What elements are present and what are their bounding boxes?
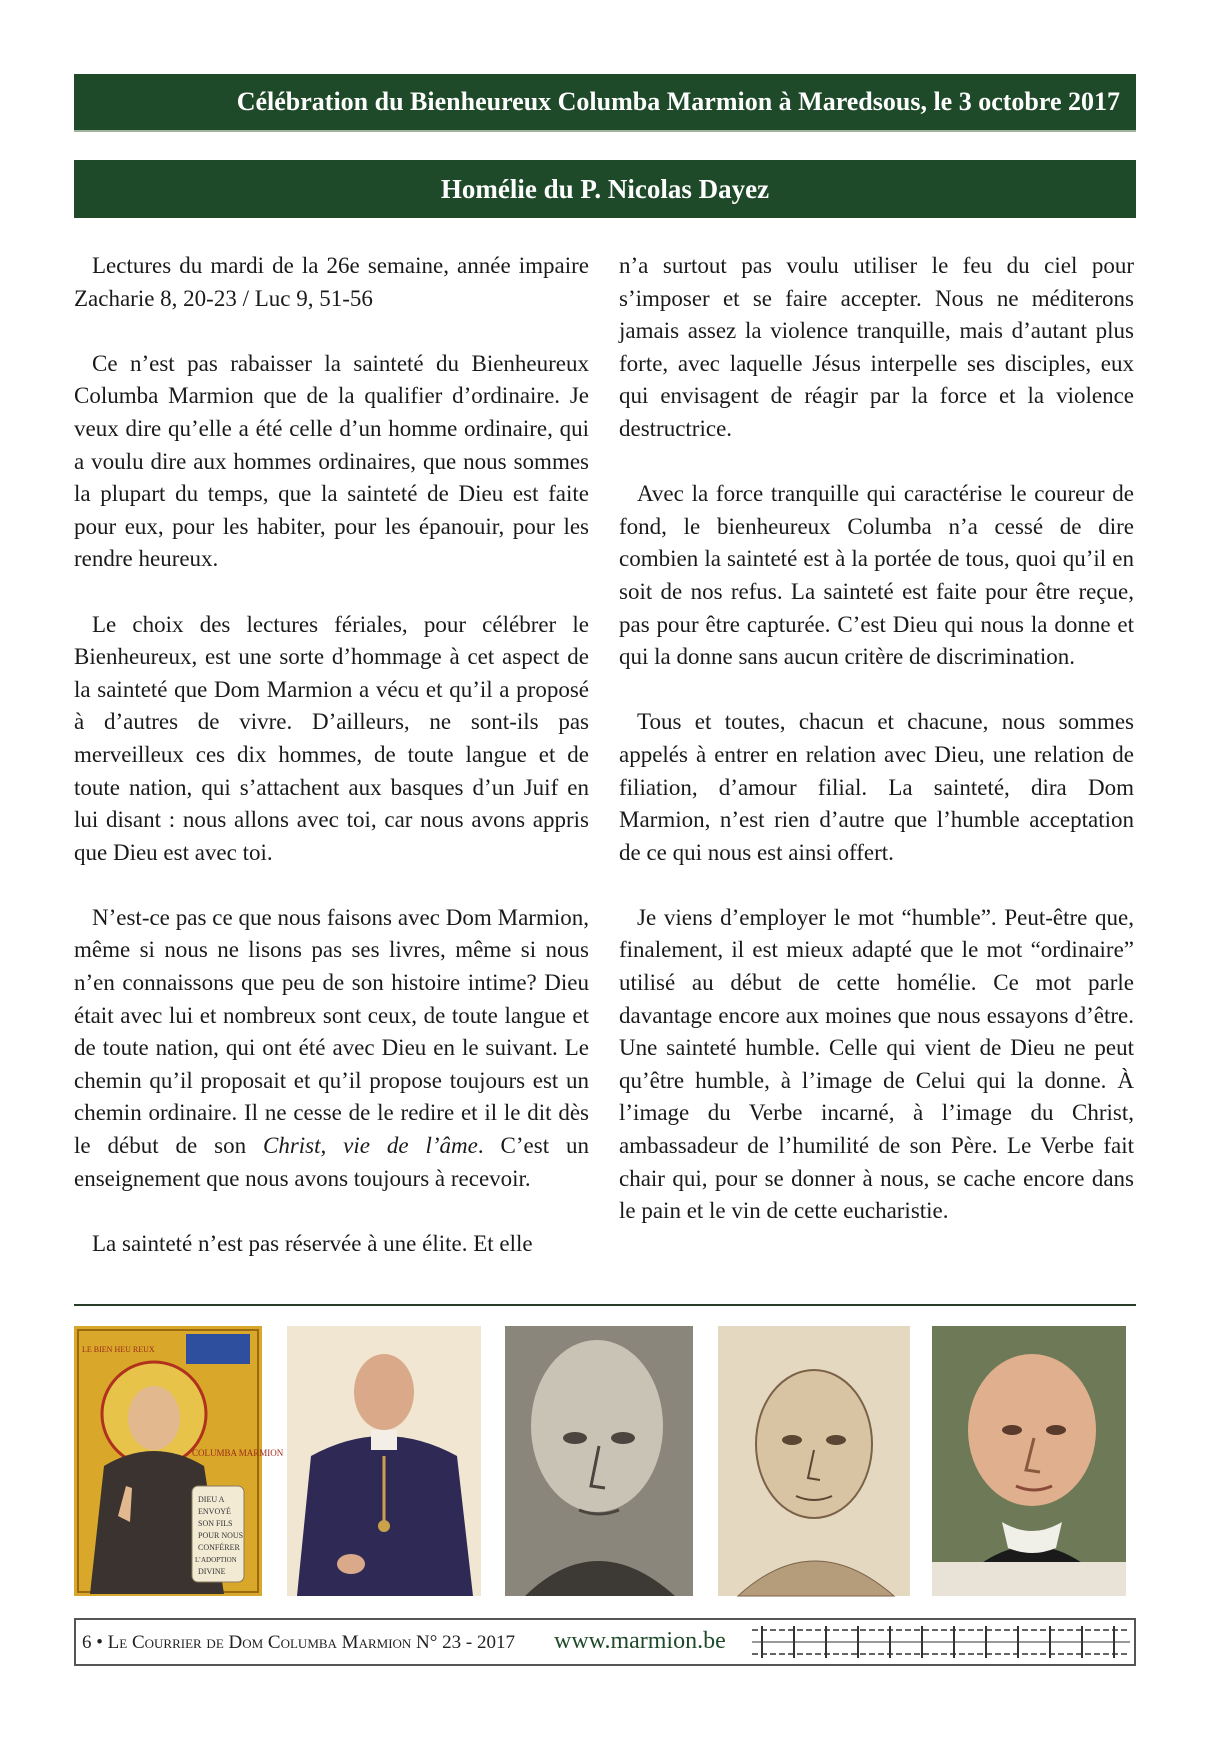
- scroll-line: ENVOYÉ: [198, 1507, 231, 1516]
- paragraph-text: . C’est un enseignement que nous avons toujours à recevoir.: [74, 1133, 590, 1191]
- scroll-line: POUR NOUS: [198, 1531, 244, 1540]
- paragraph: Je viens d’employer le mot “humble”. Peut-être que, finalement, il est mieux adapté que le mot “ordinaire” utilisé au début de cette homélie. Ce mot parle davantage encore aux moines que nous essayons d’être. Une sainteté humble. Celle qui vient de Dieu ne peut qu’être humble, à l’image de Celui qui la donne. À l’image du Verbe incarné, à l’image du Christ, ambassadeur de l’humilité de son Père. Le Verbe fait chair qui, pour se donner à nous, se cache encore dans le pain et le vin de cette eucharistie.: [619, 904, 1134, 1224]
- paragraph: Ce n’est pas rabaisser la sainteté du Bienheureux Columba Marmion que de la qualifier d’ordinaire. Je veux dire qu’elle a été celle d’un homme ordinaire, qui a voulu dire aux hommes ordinaires, que nous sommes la plupart du temps, que la sainteté de Dieu est faite pour eux, pour les habiter, pour les épanouir, pour les rendre heureux.: [74, 350, 589, 572]
- icon-name: COLUMBA MARMION: [192, 1448, 284, 1458]
- paragraph: [74, 902, 589, 1195]
- website-link[interactable]: www.marmion.be: [554, 1628, 726, 1654]
- scroll-line: CONFÉRER: [198, 1543, 240, 1552]
- publication-info: 6 • Le Courrier de Dom Columba Marmion N° 23 - 2017: [82, 1632, 515, 1653]
- article-title-banner: [74, 160, 1136, 218]
- abbot-portrait-image: [287, 1326, 481, 1596]
- ornamental-border-icon: [752, 1624, 1130, 1660]
- paragraph: Avec la force tranquille qui caractérise le coureur de fond, le bienheureux Columba n’a cessé de dire combien la sainteté est à la portée de tous, quoi qu’il en soit de nos refus. La sainteté est faite pour être reçue, pas pour être capturée. C’est Dieu qui nous la donne et qui la donne sans aucun critère de discrimination.: [619, 481, 1134, 670]
- charcoal-sketch-image: [505, 1326, 693, 1596]
- paragraph: La sainteté n’est pas réservée à une élite. Et elle: [92, 1230, 533, 1256]
- paragraph: Lectures du mardi de la 26e semaine, année impaire Zacharie 8, 20-23 / Luc 9, 51-56: [74, 253, 589, 311]
- book-title: Christ, vie de l’âme: [263, 1133, 478, 1159]
- right-text-column: [619, 250, 1134, 1228]
- paragraph: n’a surtout pas voulu utiliser le feu du ciel pour s’imposer et se faire accepter. Nous ne méditerons jamais assez la violence tranquille, mais d’autant plus forte, avec laquelle Jésus interpelle ses disciples, eux qui envisagent de réagir par la force et la violence destructrice.: [619, 253, 1134, 441]
- paragraph-text: N’est-ce pas ce que nous faisons avec Dom Marmion, même si nous ne lisons pas ses livres, même si nous n’en connaissons que peu de son histoire intime? Dieu était avec lui et nombreux sont ceux, de toute langue et de toute nation, qui ont été avec Dieu en le suivant. Le chemin qu’il proposait et qu’il propose toujours est un chemin ordinaire. Il ne cesse de le redire et il le dit dès le début de son: [74, 904, 589, 1159]
- scroll-line: SON FILS: [198, 1519, 233, 1528]
- icon-halo-text: LE BIEN HEU REUX: [82, 1345, 155, 1354]
- icon-painting-image: [74, 1326, 284, 1596]
- scroll-line: DIVINE: [198, 1567, 226, 1576]
- paragraph: Le choix des lectures fériales, pour célébrer le Bienheureux, est une sorte d’hommage à cet aspect de la sainteté que Dom Marmion a vécu et qu’il a proposé à d’autres de vivre. D’ailleurs, ne sont-ils pas merveilleux ces dix hommes, de toute langue et de toute nation, qui s’attachent aux basques d’un Juif en lui disant : nous allons avec toi, car nous avons appris que Dieu est avec toi.: [74, 611, 589, 865]
- header-title: Célébration du Bienheureux Columba Marmion à Maredsous, le 3 octobre 2017: [236, 87, 1120, 116]
- scroll-line: L’ADOPTION: [195, 1556, 237, 1564]
- scroll-line: DIEU A: [198, 1495, 225, 1504]
- painted-portrait-image: [932, 1326, 1126, 1596]
- paragraph: Tous et toutes, chacun et chacune, nous sommes appelés à entrer en relation avec Dieu, une relation de filiation, d’amour filial. La sainteté, dira Dom Marmion, n’est rien d’autre que l’humble acceptation de ce qui nous est ainsi offert.: [619, 709, 1134, 865]
- page-footer: [74, 1618, 1136, 1666]
- left-text-column: [74, 250, 589, 1260]
- article-title: Homélie du P. Nicolas Dayez: [440, 173, 770, 204]
- header-banner: [74, 74, 1136, 132]
- pencil-drawing-image: [718, 1326, 910, 1596]
- divider: [74, 1304, 1136, 1306]
